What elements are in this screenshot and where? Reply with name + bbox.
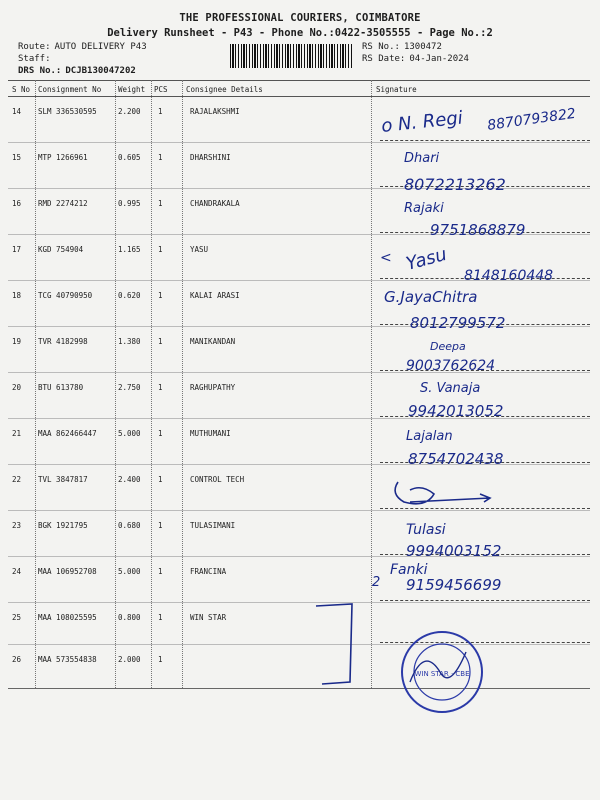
cell-pcs: 1	[158, 567, 163, 576]
cell-pcs: 1	[158, 613, 163, 622]
cell-weight: 0.995	[118, 199, 141, 208]
cell-consignment: TVR 4182998	[38, 337, 88, 346]
cell-consignee: RAJALAKSHMI	[190, 107, 240, 116]
cell-consignee: MUTHUMANI	[190, 429, 231, 438]
rs-no-label: RS No.:	[362, 42, 400, 52]
cell-consignment: KGD 754904	[38, 245, 84, 254]
runsheet-subtitle: Delivery Runsheet - P43 - Phone No.:0422-3505555 - Page No.:2	[107, 27, 493, 39]
cell-pcs: 1	[158, 107, 163, 116]
company-title: THE PROFESSIONAL COURIERS, COIMBATORE	[179, 12, 421, 24]
handwriting-row17-phone: 8148160448	[464, 268, 554, 284]
cell-sno: 14	[12, 107, 22, 116]
cell-pcs: 1	[158, 291, 163, 300]
handwriting-row19-phone: 9003762624	[406, 358, 496, 374]
rs-date-field	[362, 54, 469, 64]
cell-consignment: RMD 2274212	[38, 199, 88, 208]
handwriting-row23-name: Tulasi	[406, 522, 446, 538]
handwriting-row15-name: Dhari	[404, 151, 440, 166]
cell-sno: 20	[12, 383, 22, 392]
cell-weight: 5.000	[118, 429, 141, 438]
cell-pcs: 1	[158, 475, 163, 484]
cell-pcs: 1	[158, 521, 163, 530]
handwriting-row19-name: Deepa	[430, 340, 466, 353]
cell-consignee: CONTROL TECH	[190, 475, 245, 484]
cell-sno: 17	[12, 245, 22, 254]
cell-sno: 23	[12, 521, 22, 530]
cell-consignment: BTU 613780	[38, 383, 84, 392]
handwriting-row16-phone: 9751868879	[430, 221, 526, 239]
cell-pcs: 1	[158, 337, 163, 346]
handwritten-signatures	[370, 90, 595, 650]
cell-consignment: SLM 336530595	[38, 107, 97, 116]
cell-consignee: DHARSHINI	[190, 153, 231, 162]
cell-consignment: MAA 106952708	[38, 567, 97, 576]
rs-date-value: 04-Jan-2024	[409, 54, 469, 64]
cell-pcs: 1	[158, 199, 163, 208]
route-label: Route:	[18, 42, 51, 52]
staff-field	[18, 54, 55, 64]
cell-consignee: KALAI ARASI	[190, 291, 240, 300]
signature-row22	[395, 482, 490, 504]
barcode	[230, 44, 352, 68]
col-weight-header: Weight	[118, 85, 146, 94]
col-pcs-header: PCS	[154, 85, 168, 94]
handwriting-row20-name: S. Vanaja	[420, 381, 481, 396]
cell-consignment: BGK 1921795	[38, 521, 88, 530]
cell-pcs: 1	[158, 655, 163, 664]
cell-sno: 16	[12, 199, 22, 208]
cell-sno: 15	[12, 153, 22, 162]
cell-pcs: 1	[158, 153, 163, 162]
table-bottom-rule	[8, 688, 590, 689]
handwriting-row15-phone: 8072213262	[404, 175, 506, 194]
cell-sno: 22	[12, 475, 22, 484]
cell-consignee: WIN STAR	[190, 613, 227, 622]
col-sno-header: S No	[12, 85, 31, 94]
cell-consignee: MANIKANDAN	[190, 337, 236, 346]
cell-consignee: TULASIMANI	[190, 521, 236, 530]
cell-sno: 24	[12, 567, 22, 576]
cell-weight: 0.800	[118, 613, 141, 622]
cell-weight: 0.620	[118, 291, 141, 300]
route-field	[18, 42, 147, 52]
cell-pcs: 1	[158, 245, 163, 254]
cell-weight: 1.380	[118, 337, 141, 346]
cell-pcs: 1	[158, 383, 163, 392]
table-top-rule	[8, 80, 590, 81]
handwriting-row16-name: Rajaki	[404, 201, 444, 216]
cell-weight: 2.400	[118, 475, 141, 484]
cell-consignment: TCG 40790950	[38, 291, 93, 300]
handwriting-row18-name: G.JayaChitra	[384, 288, 478, 306]
cell-pcs: 1	[158, 429, 163, 438]
handwriting-row21-name: Lajalan	[406, 429, 453, 444]
cell-weight: 1.165	[118, 245, 141, 254]
rs-no-value: 1300472	[403, 42, 442, 52]
cell-consignment: MAA 573554838	[38, 655, 97, 664]
cell-consignment: TVL 3847817	[38, 475, 88, 484]
cell-weight: 2.000	[118, 655, 141, 664]
company-stamp	[392, 622, 492, 722]
handwriting-row20-phone: 9942013052	[408, 402, 504, 420]
cell-consignee: RAGHUPATHY	[190, 383, 236, 392]
handwriting-row24-phone: 9159456699	[406, 576, 502, 594]
cell-sno: 25	[12, 613, 22, 622]
handwriting-row17-name: Yasu	[403, 243, 450, 275]
handwriting-row14-name: o N. Regi	[380, 107, 464, 137]
cell-weight: 2.200	[118, 107, 141, 116]
col-consignee-header: Consignee Details	[186, 85, 263, 94]
stamp-text: WIN STAR · CBE	[414, 670, 470, 678]
staff-label: Staff:	[18, 54, 51, 64]
cell-consignment: MAA 108025595	[38, 613, 97, 622]
cell-sno: 19	[12, 337, 22, 346]
route-value: AUTO DELIVERY P43	[54, 42, 147, 52]
handwriting-row17-mark: <	[380, 250, 392, 266]
rs-no-field	[362, 42, 442, 52]
drs-value: DCJB130047202	[65, 66, 136, 76]
handwriting-row21-phone: 8754702438	[408, 450, 504, 468]
cell-consignee: FRANCINA	[190, 567, 227, 576]
col-consignment-header: Consignment No	[38, 85, 102, 94]
cell-weight: 0.605	[118, 153, 141, 162]
cell-consignment: MAA 862466447	[38, 429, 97, 438]
handwriting-row23-phone: 9994003152	[406, 542, 502, 560]
handwritten-bracket	[300, 600, 360, 690]
col-signature-header: Signature	[376, 85, 417, 94]
handwriting-row24-mark: 2	[372, 575, 381, 590]
cell-weight: 0.680	[118, 521, 141, 530]
handwriting-row24-name: Fanki	[390, 562, 428, 578]
cell-weight: 5.000	[118, 567, 141, 576]
cell-consignee: YASU	[190, 245, 209, 254]
cell-weight: 2.750	[118, 383, 141, 392]
drs-field	[18, 66, 136, 76]
drs-label: DRS No.:	[18, 66, 62, 76]
handwriting-row14-phone: 8870793822	[486, 105, 577, 134]
rs-date-label: RS Date:	[362, 54, 406, 64]
cell-sno: 21	[12, 429, 22, 438]
cell-consignment: MTP 1266961	[38, 153, 88, 162]
cell-consignee: CHANDRAKALA	[190, 199, 240, 208]
cell-sno: 26	[12, 655, 22, 664]
cell-sno: 18	[12, 291, 22, 300]
handwriting-row18-phone: 8012799572	[410, 314, 506, 332]
